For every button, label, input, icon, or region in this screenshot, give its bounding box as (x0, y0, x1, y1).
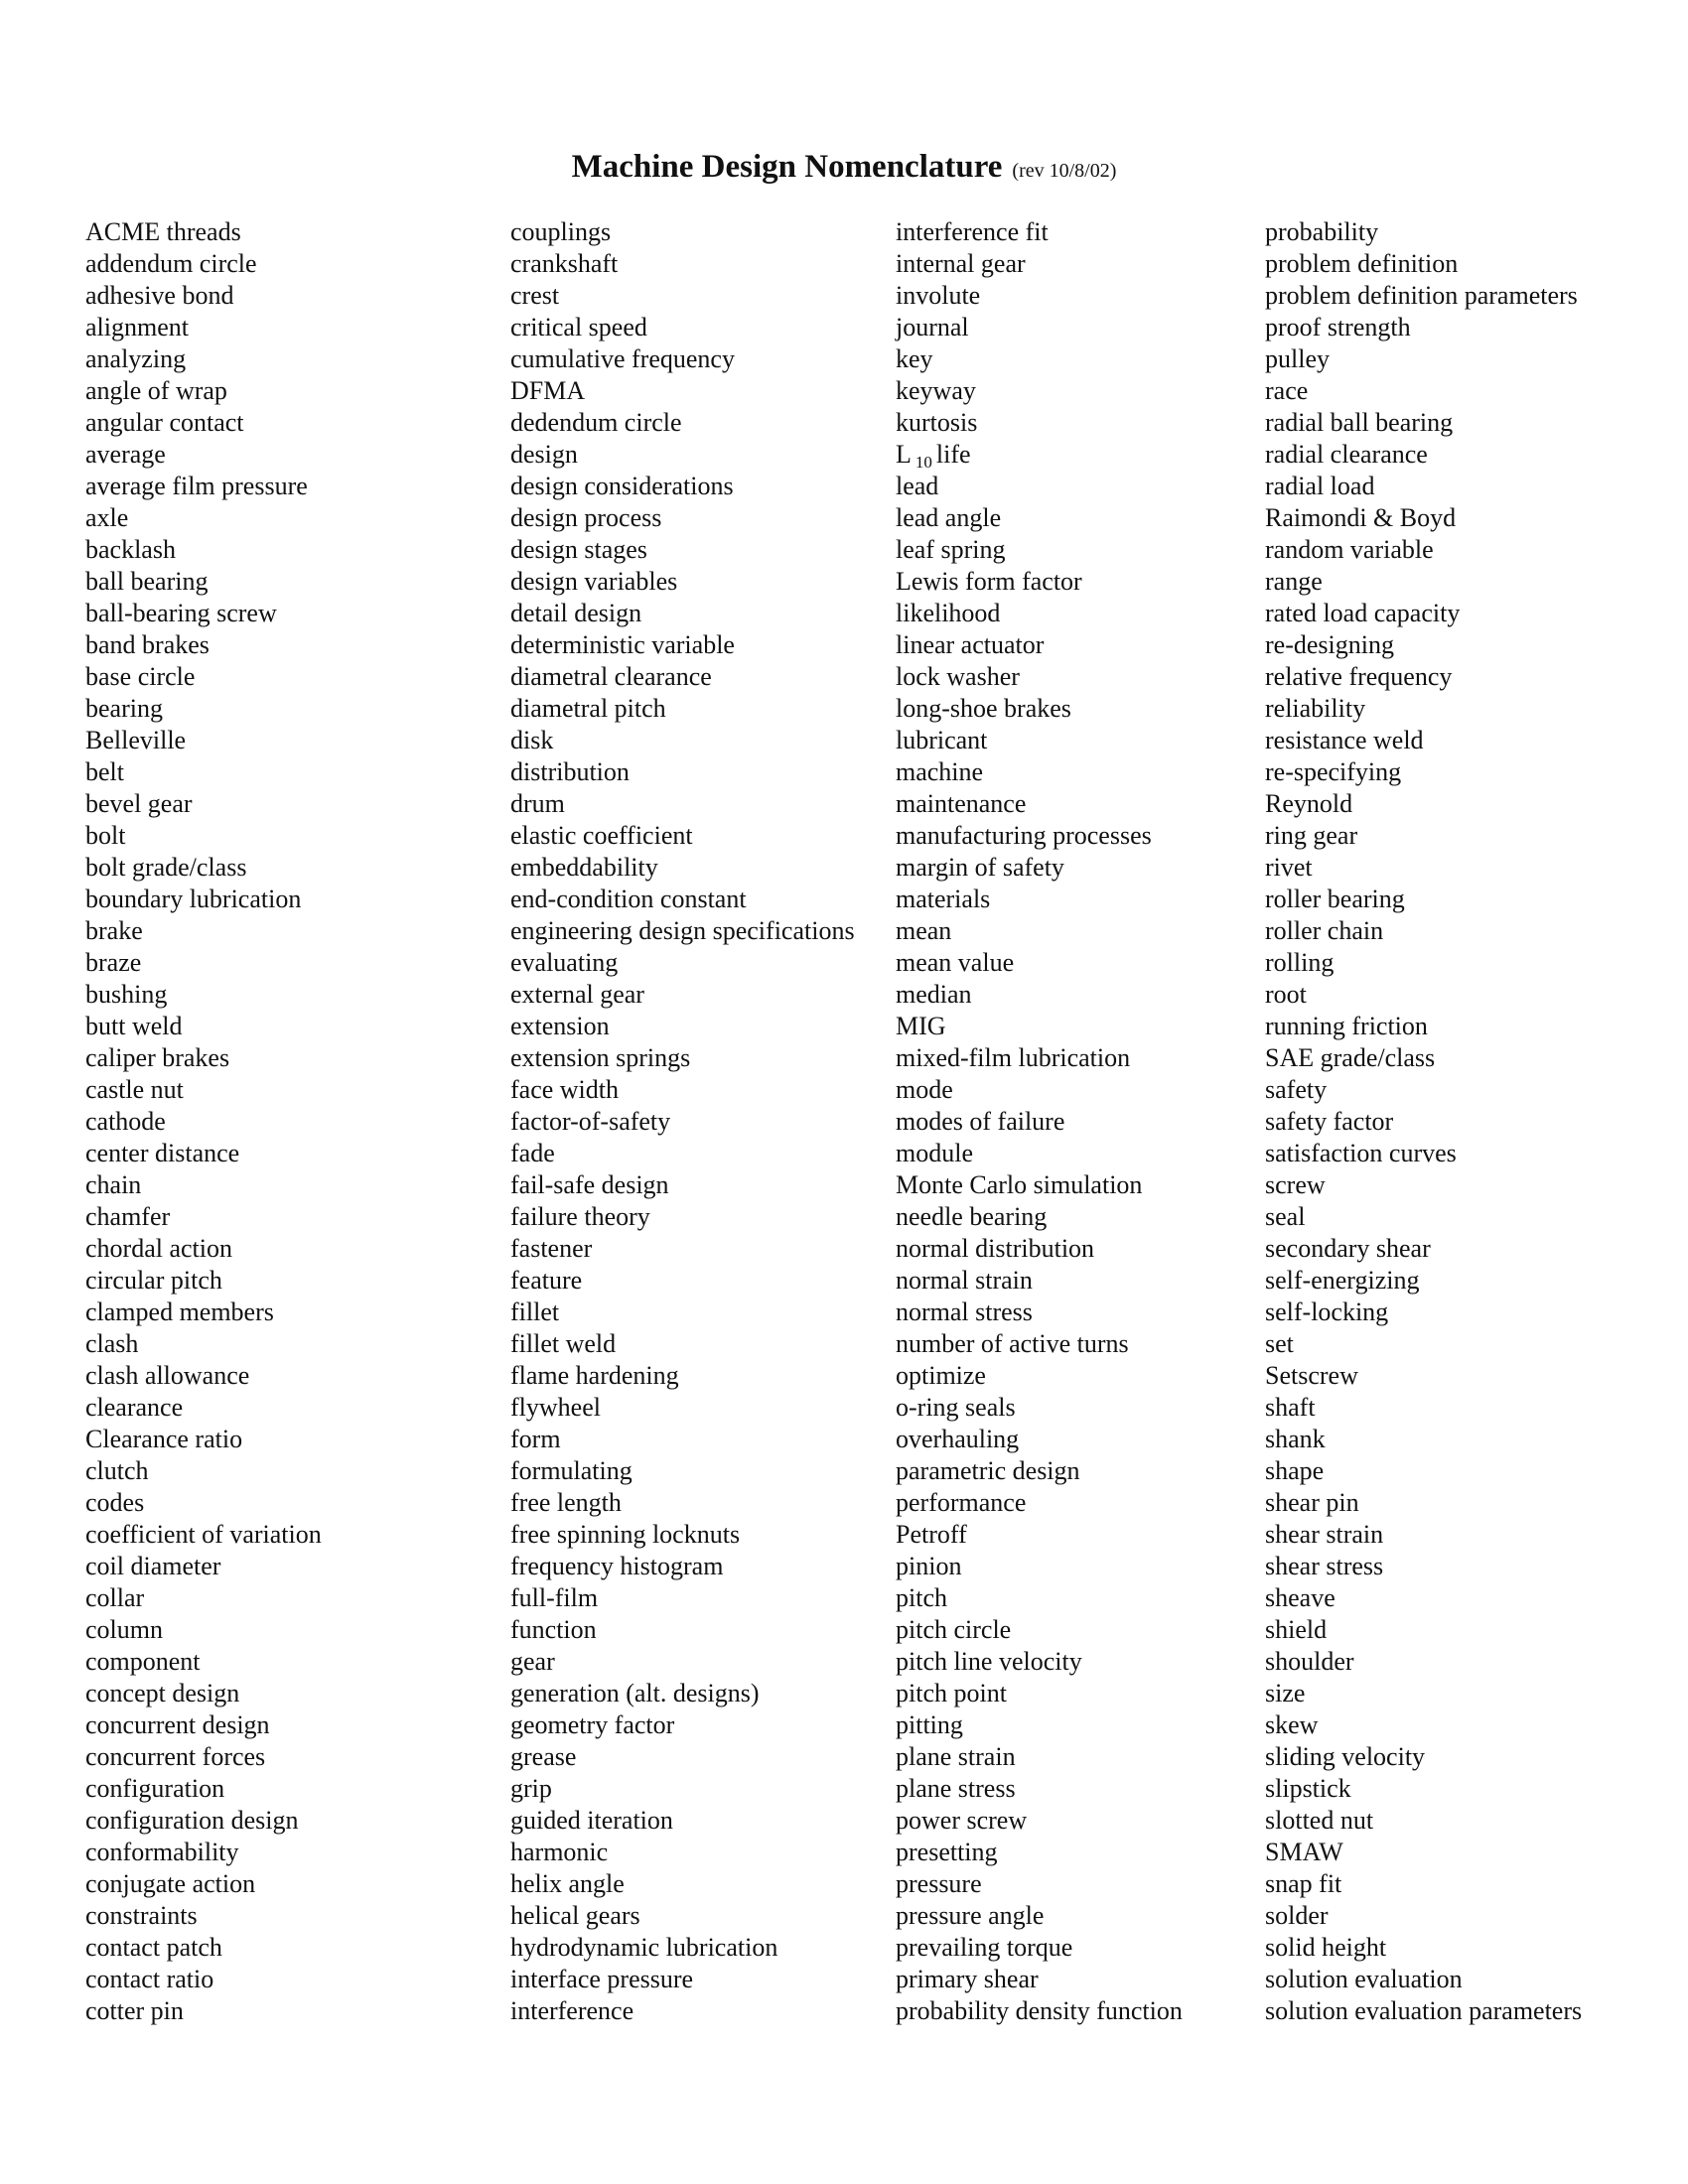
term-item: Clearance ratio (85, 1425, 243, 1453)
term-item: random variable (1265, 535, 1434, 564)
term-item: column (85, 1615, 163, 1644)
term-item: contact patch (85, 1933, 222, 1962)
term-item: slipstick (1265, 1774, 1351, 1803)
term-item: disk (510, 726, 554, 754)
term-item: formulating (510, 1456, 633, 1485)
term-item: solution evaluation (1265, 1965, 1463, 1993)
term-item: self-locking (1265, 1297, 1389, 1326)
term-item: shear stress (1265, 1552, 1384, 1580)
term-item: evaluating (510, 948, 619, 977)
term-item: component (85, 1647, 201, 1676)
term-item: shield (1265, 1615, 1328, 1644)
term-item: self-energizing (1265, 1266, 1420, 1295)
term-item: radial load (1265, 472, 1375, 500)
term-item: SMAW (1265, 1838, 1343, 1866)
term-item: interference fit (896, 217, 1049, 246)
term-item: seal (1265, 1202, 1306, 1231)
term-item: crest (510, 281, 560, 310)
title-text: Machine Design Nomenclature (571, 149, 1003, 185)
term-item: shear pin (1265, 1488, 1359, 1517)
term-item: lock washer (896, 662, 1020, 691)
term-item: bushing (85, 980, 168, 1009)
term-item: angular contact (85, 408, 244, 437)
term-item: re-specifying (1265, 757, 1402, 786)
term-item: size (1265, 1679, 1306, 1707)
term-item: machine (896, 757, 984, 786)
term-item: DFMA (510, 376, 586, 405)
term-item: generation (alt. designs) (510, 1679, 760, 1707)
term-item: solid height (1265, 1933, 1387, 1962)
term-item: safety (1265, 1075, 1328, 1104)
term-item: pressure angle (896, 1901, 1045, 1930)
term-item: constraints (85, 1901, 198, 1930)
term-item: helical gears (510, 1901, 640, 1930)
term-item: mean value (896, 948, 1015, 977)
term-item: internal gear (896, 249, 1026, 278)
term-item: normal distribution (896, 1234, 1095, 1263)
term-item: screw (1265, 1170, 1326, 1199)
term-item: set (1265, 1329, 1294, 1358)
term-base: L (896, 440, 912, 469)
term-item: analyzing (85, 344, 187, 373)
term-item: drum (510, 789, 565, 818)
term-item: braze (85, 948, 142, 977)
term-item: primary shear (896, 1965, 1039, 1993)
term-item: fillet weld (510, 1329, 617, 1358)
term-item: critical speed (510, 313, 647, 341)
term-item: kurtosis (896, 408, 978, 437)
term-item: Lewis form factor (896, 567, 1082, 596)
term-item: maintenance (896, 789, 1027, 818)
term-item: design process (510, 503, 662, 532)
term-item: pitch point (896, 1679, 1007, 1707)
term-item: shape (1265, 1456, 1325, 1485)
term-item: race (1265, 376, 1309, 405)
term-item: addendum circle (85, 249, 257, 278)
term-item: bolt (85, 821, 126, 850)
term-item: interference (510, 1996, 634, 2025)
term-item: design variables (510, 567, 678, 596)
term-item: optimize (896, 1361, 986, 1390)
term-item: backlash (85, 535, 176, 564)
term-item: flywheel (510, 1393, 601, 1422)
term-item: safety factor (1265, 1107, 1394, 1136)
term-item: ring gear (1265, 821, 1358, 850)
term-item: Belleville (85, 726, 187, 754)
term-item: adhesive bond (85, 281, 234, 310)
term-item: pulley (1265, 344, 1330, 373)
term-item: mean (896, 916, 952, 945)
term-item: angle of wrap (85, 376, 227, 405)
term-item: root (1265, 980, 1307, 1009)
term-item: power screw (896, 1806, 1028, 1835)
term-item: lubricant (896, 726, 988, 754)
term-item: harmonic (510, 1838, 609, 1866)
term-item: range (1265, 567, 1323, 596)
term-item: butt weld (85, 1012, 183, 1040)
term-item: gear (510, 1647, 555, 1676)
term-item: long-shoe brakes (896, 694, 1071, 723)
term-item: feature (510, 1266, 583, 1295)
term-item: free length (510, 1488, 622, 1517)
term-item: probability (1265, 217, 1379, 246)
term-item: fade (510, 1139, 555, 1167)
term-item: embeddability (510, 853, 658, 882)
term-item: conjugate action (85, 1869, 256, 1898)
term-item: snap fit (1265, 1869, 1342, 1898)
term-item: journal (896, 313, 969, 341)
term-item: chordal action (85, 1234, 232, 1263)
term-item: radial ball bearing (1265, 408, 1454, 437)
term-item: configuration design (85, 1806, 299, 1835)
term-item: pitch (896, 1583, 947, 1612)
term-item: axle (85, 503, 129, 532)
term-item: elastic coefficient (510, 821, 693, 850)
term-item: conformability (85, 1838, 239, 1866)
term-item: pressure (896, 1869, 982, 1898)
term-item: roller chain (1265, 916, 1384, 945)
term-item: face width (510, 1075, 620, 1104)
term-item: keyway (896, 376, 976, 405)
term-item: deterministic variable (510, 630, 735, 659)
term-item: bearing (85, 694, 163, 723)
term-item: plane stress (896, 1774, 1016, 1803)
term-item: mode (896, 1075, 953, 1104)
term-item: center distance (85, 1139, 240, 1167)
term-item: contact ratio (85, 1965, 214, 1993)
term-column-4 (1265, 216, 1582, 2027)
term-item: form (510, 1425, 561, 1453)
term-suffix: life (935, 440, 971, 469)
term-item: involute (896, 281, 981, 310)
term-item: bevel gear (85, 789, 193, 818)
term-item: sliding velocity (1265, 1742, 1426, 1771)
term-item: helix angle (510, 1869, 625, 1898)
term-item: margin of safety (896, 853, 1064, 882)
term-item: guided iteration (510, 1806, 673, 1835)
term-item: running friction (1265, 1012, 1428, 1040)
term-item: problem definition parameters (1265, 281, 1578, 310)
term-item: chain (85, 1170, 142, 1199)
term-item: rolling (1265, 948, 1335, 977)
term-item: average (85, 440, 166, 469)
term-item: shank (1265, 1425, 1326, 1453)
term-item: solution evaluation parameters (1265, 1996, 1583, 2025)
term-item: Setscrew (1265, 1361, 1358, 1390)
term-item: geometry factor (510, 1710, 675, 1739)
term-item: pinion (896, 1552, 962, 1580)
term-item: fillet (510, 1297, 560, 1326)
term-item: base circle (85, 662, 196, 691)
term-item: problem definition (1265, 249, 1459, 278)
term-item: overhauling (896, 1425, 1020, 1453)
term-item: median (896, 980, 972, 1009)
term-item: key (896, 344, 933, 373)
term-item: design (510, 440, 578, 469)
term-item: fastener (510, 1234, 593, 1263)
term-column-3 (896, 216, 1183, 2027)
term-item: clearance (85, 1393, 184, 1422)
term-item: average film pressure (85, 472, 308, 500)
term-item: configuration (85, 1774, 225, 1803)
term-item: rated load capacity (1265, 599, 1461, 627)
term-item: lead angle (896, 503, 1002, 532)
term-item: clutch (85, 1456, 149, 1485)
term-item: distribution (510, 757, 630, 786)
term-item: slotted nut (1265, 1806, 1374, 1835)
term-item: number of active turns (896, 1329, 1129, 1358)
term-item: Reynold (1265, 789, 1353, 818)
term-item: free spinning locknuts (510, 1520, 741, 1549)
term-item: end-condition constant (510, 885, 747, 913)
term-item: prevailing torque (896, 1933, 1073, 1962)
term-item: radial clearance (1265, 440, 1428, 469)
term-item: Petroff (896, 1520, 967, 1549)
term-item: presetting (896, 1838, 998, 1866)
term-item: sheave (1265, 1583, 1336, 1612)
term-item: flame hardening (510, 1361, 679, 1390)
term-item: lead (896, 472, 939, 500)
term-item: shear strain (1265, 1520, 1384, 1549)
term-item: shoulder (1265, 1647, 1354, 1676)
term-item: hydrodynamic lubrication (510, 1933, 778, 1962)
term-item: brake (85, 916, 143, 945)
term-item: chamfer (85, 1202, 171, 1231)
term-item: coefficient of variation (85, 1520, 322, 1549)
term-item: normal strain (896, 1266, 1033, 1295)
term-item: dedendum circle (510, 408, 682, 437)
term-item: crankshaft (510, 249, 619, 278)
term-item: design stages (510, 535, 647, 564)
term-item: rivet (1265, 853, 1313, 882)
term-item: castle nut (85, 1075, 184, 1104)
term-item: linear actuator (896, 630, 1045, 659)
term-item: interface pressure (510, 1965, 694, 1993)
term-item: grease (510, 1742, 577, 1771)
term-item: band brakes (85, 630, 210, 659)
term-item: full-film (510, 1583, 599, 1612)
term-item: concurrent design (85, 1710, 270, 1739)
term-item: normal stress (896, 1297, 1033, 1326)
term-item: frequency histogram (510, 1552, 724, 1580)
term-item: ball bearing (85, 567, 209, 596)
term-item: engineering design specifications (510, 916, 855, 945)
term-item: proof strength (1265, 313, 1411, 341)
term-item: cathode (85, 1107, 166, 1136)
term-subscript: 10 (914, 453, 932, 472)
term-item: cotter pin (85, 1996, 184, 2025)
term-item: clash allowance (85, 1361, 250, 1390)
term-item: plane strain (896, 1742, 1016, 1771)
term-item: resistance weld (1265, 726, 1424, 754)
term-item: pitting (896, 1710, 963, 1739)
term-item: coil diameter (85, 1552, 221, 1580)
term-item: pitch circle (896, 1615, 1012, 1644)
page-title (0, 149, 1688, 186)
term-item: satisfaction curves (1265, 1139, 1457, 1167)
term-item: detail design (510, 599, 642, 627)
term-item: concept design (85, 1679, 240, 1707)
term-item: Raimondi & Boyd (1265, 503, 1457, 532)
term-item: fail-safe design (510, 1170, 669, 1199)
term-item: design considerations (510, 472, 734, 500)
term-item: extension springs (510, 1043, 691, 1072)
term-item: couplings (510, 217, 612, 246)
term-item: diametral pitch (510, 694, 666, 723)
term-item: materials (896, 885, 991, 913)
term-item: mixed-film lubrication (896, 1043, 1131, 1072)
term-item: caliper brakes (85, 1043, 230, 1072)
term-item: parametric design (896, 1456, 1080, 1485)
term-item: probability density function (896, 1996, 1183, 2025)
term-item: SAE grade/class (1265, 1043, 1436, 1072)
term-item: secondary shear (1265, 1234, 1431, 1263)
term-item: leaf spring (896, 535, 1006, 564)
term-item: cumulative frequency (510, 344, 735, 373)
term-item: reliability (1265, 694, 1366, 723)
term-item: MIG (896, 1012, 946, 1040)
term-item (896, 439, 1183, 471)
term-item: Monte Carlo simulation (896, 1170, 1143, 1199)
term-item: factor-of-safety (510, 1107, 671, 1136)
term-item: failure theory (510, 1202, 650, 1231)
term-item: module (896, 1139, 973, 1167)
term-item: ball-bearing screw (85, 599, 277, 627)
term-item: circular pitch (85, 1266, 222, 1295)
term-item: performance (896, 1488, 1027, 1517)
term-item: solder (1265, 1901, 1329, 1930)
term-item: o-ring seals (896, 1393, 1016, 1422)
term-item: needle bearing (896, 1202, 1048, 1231)
term-item: function (510, 1615, 597, 1644)
term-item: codes (85, 1488, 145, 1517)
term-column-2 (510, 216, 855, 2027)
term-item: grip (510, 1774, 552, 1803)
term-item: re-designing (1265, 630, 1394, 659)
term-column-1 (85, 216, 322, 2027)
term-item: pitch line velocity (896, 1647, 1082, 1676)
term-item: collar (85, 1583, 145, 1612)
term-item: clash (85, 1329, 139, 1358)
term-item: skew (1265, 1710, 1319, 1739)
term-item: clamped members (85, 1297, 274, 1326)
term-item: modes of failure (896, 1107, 1065, 1136)
term-item: shaft (1265, 1393, 1316, 1422)
term-item: belt (85, 757, 124, 786)
term-item: likelihood (896, 599, 1001, 627)
term-item: boundary lubrication (85, 885, 302, 913)
term-item: bolt grade/class (85, 853, 247, 882)
term-item: diametral clearance (510, 662, 712, 691)
revision-text: (rev 10/8/02) (1012, 160, 1117, 182)
term-item: ACME threads (85, 217, 241, 246)
term-item: relative frequency (1265, 662, 1453, 691)
term-item: roller bearing (1265, 885, 1405, 913)
term-item: external gear (510, 980, 644, 1009)
term-item: extension (510, 1012, 610, 1040)
term-item: alignment (85, 313, 189, 341)
term-item: manufacturing processes (896, 821, 1152, 850)
term-item: concurrent forces (85, 1742, 266, 1771)
